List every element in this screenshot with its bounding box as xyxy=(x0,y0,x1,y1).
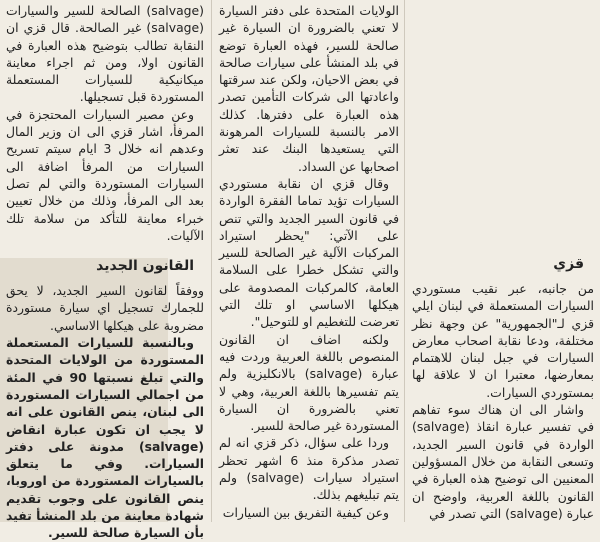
section-heading: قزي xyxy=(553,256,584,272)
right-column xyxy=(412,0,594,522)
column-divider xyxy=(404,0,405,522)
article-paragraph: ولكنه اضاف ان القانون المنصوص باللغة العربية وردت فيه عبارة (salvage) بالانكليزية ولم يتم تفسيرها باللغة العربية، وهي لا تعني بالضرورة ان السيارة المستوردة غير صالحة للسير. xyxy=(219,331,399,434)
article-paragraph: وبالنسبة للسيارات المستعملة المستوردة من الولايات المتحدة والتي تبلغ نسبتها 90 في المئة من اجمالي السيارات المستوردة الى لبنان، ينص القانون على انه لا يجب ان تكون عبارة انقاض (salvage) مدونة على دفتر السيارات. وفي ما يتعلق بالسيارات المستوردة من اوروبا، ينص القانون على وجوب تقديم شهادة معاينة من بلد المنشأ تفيد بأن السيارة صالحة للسير. xyxy=(6,335,204,541)
article-paragraph: وقال قزي ان نقابة مستوردي السيارات تؤيد تماما الفقرة الواردة في قانون السير الجديد والتي تنص على الآتي: "يحظر استيراد المركبات الآلية غير الصالحة للسير والتي تشكل خطرا على السلامة العامة، كالمركبات المصدومة على هيكلها الاساسي او تلك التي تعرضت للتغطيم او للتوحيل". xyxy=(219,175,399,330)
article-paragraph: وعن كيفية التفريق بين السيارات xyxy=(222,504,389,520)
article-paragraph: واشار الى ان هناك سوء تفاهم في تفسير عبارة انقاذ (salvage) الواردة في قانون السير الجديد، وتسعى النقابة من خلال المسؤولين المعنيين الى توضيح هذه العبارة في القانون باللغة العربية، واوضح ان عبارة (salvage) التي تصدر في xyxy=(412,402,594,521)
article-paragraph: وردا على سؤال، ذكر قزي انه لم تصدر مذكرة منذ 6 اشهر تحظر استيراد سيارات (salvage) ولم يتم تبليغهم بذلك. xyxy=(219,435,400,503)
article-paragraph: (salvage) الصالحة للسير والسيارات (salvage) غير الصالحة. قال قزي ان النقابة تطالب بتوضيح هذه العبارة في القانون اولا، ومن ثم اجراء معاينة ميكانيكية للسيارات المستعملة المستوردة قبل تسجيلها. xyxy=(6,3,204,105)
article-paragraph: من جانبه، عبر نقيب مستوردي السيارات المستعملة في لبنان ايلي قزي لـ"الجمهورية" عن وجهة نظر مختلفة، ودعا نقابة اصحاب معارض السيارات في جبل لبنان للاهتمام بمعارضها، معتبرا ان لا علاقة لها بمستوردي السيارات. xyxy=(412,281,594,400)
article-paragraph: الولايات المتحدة على دفتر السيارة لا تعني بالضرورة ان السيارة غير صالحة للسير، فهذه العبارة توضع في بلد المنشأ على سيارات صالحة في بعض الاحيان، ولكن عند سرقتها واعادتها الى شركات التأمين تصدر هذه العبارة على دفترها. كذلك الامر بالنسبة للسيارات المرهونة التي يستعيدها البنك عند تعثر اصحابها عن السداد. xyxy=(219,3,399,174)
middle-column xyxy=(219,0,399,522)
article-paragraph: ووفقاً لقانون السير الجديد، لا يحق للجمارك تسجيل اي سيارة مستوردة مضروبة على هيكلها الاساسي. xyxy=(6,283,204,333)
left-column xyxy=(6,0,204,541)
subheading: القانون الجديد xyxy=(96,258,194,275)
article-paragraph: وعن مصير السيارات المحتجزة في المرفأ، اشار قزي الى ان وزير المال وعدهم انه خلال 3 ايام سيتم تسريح السيارات من المرفأ اضافة الى السيارات المستوردة والتي لم تصل بعد الى المرفأ، وذلك من خلال تعيين خبراء معاينة للتأكد من سلامة تلك الآليات. xyxy=(6,106,204,243)
column-divider xyxy=(211,0,212,522)
